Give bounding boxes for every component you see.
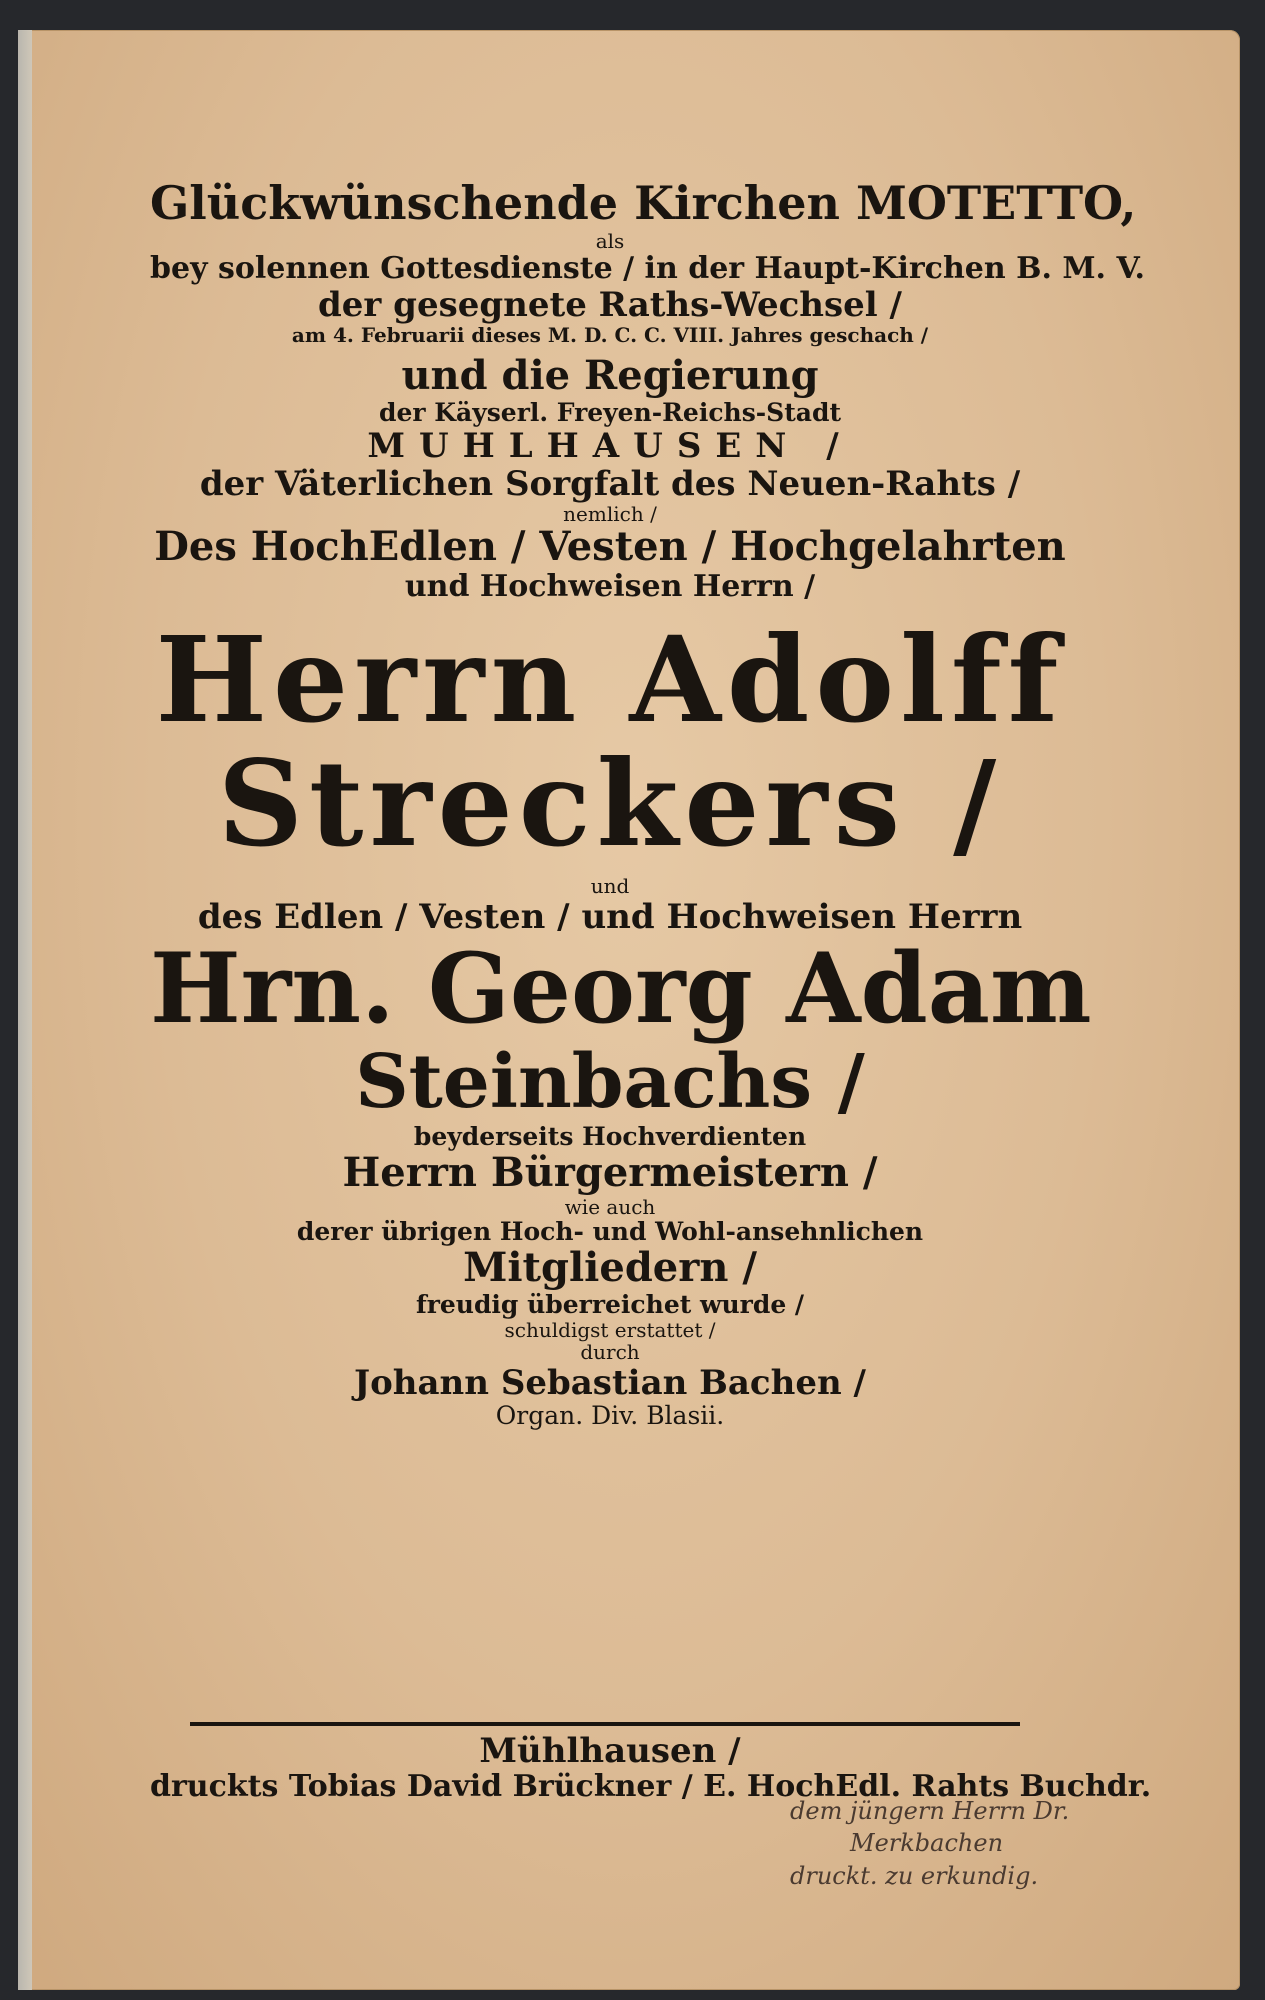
- title-line-date: am 4. Februarii dieses M. D. C. C. VIII. Jahres geschach /: [291, 322, 929, 347]
- title-line-raths-wechsel: der gesegnete Raths-Wechsel /: [318, 284, 902, 325]
- title-line-regierung: und die Regierung: [401, 351, 819, 399]
- title-line-hochweisen: und Hochweisen Herrn /: [404, 569, 816, 605]
- title-line-mitgliedern: Mitgliedern /: [463, 1244, 757, 1292]
- title-line-sorgfalt: der Väterlichen Sorgfalt des Neuen-Rahts /: [199, 463, 1021, 504]
- imprint-place: Mühlhausen /: [479, 1731, 741, 1771]
- title-line-freudig: freudig überreichet wurde /: [415, 1289, 805, 1319]
- handwritten-line: Merkbachen: [850, 1829, 1004, 1858]
- title-line-derer: derer übrigen Hoch- und Wohl-ansehnlichen: [296, 1217, 924, 1247]
- title-line-buergermeistern: Herrn Bürgermeistern /: [342, 1148, 878, 1196]
- composer-position: Organ. Div. Blasii.: [495, 1400, 725, 1430]
- composer-name: Johann Sebastian Bachen /: [354, 1362, 866, 1403]
- title-page-text: [150, 150, 1145, 1430]
- title-line-wie-auch: wie auch: [564, 1194, 656, 1219]
- imprint-printer: druckts Tobias David Brückner / E. HochEdl. Rahts Buchdr.: [150, 1769, 1152, 1805]
- title-line-city: MUHLHAUSEN /: [367, 425, 853, 466]
- binding-edge: [18, 30, 32, 1990]
- title-line-schuldigst: schuldigst erstattet /: [504, 1317, 716, 1342]
- honoree-name-1: Herrn Adolff: [155, 609, 1065, 749]
- handwritten-line: druckt. zu erkundig.: [790, 1861, 1039, 1890]
- title-line-edlen: des Edlen / Vesten / und Hochweisen Herrn: [197, 896, 1023, 937]
- honoree-surname-2: Steinbachs /: [355, 1038, 865, 1125]
- motet-title: Glückwünschende Kirchen MOTETTO,: [150, 176, 1137, 230]
- title-line-beyderseits: beyderseits Hochverdienten: [413, 1121, 807, 1151]
- handwritten-line: dem jüngern Herrn Dr.: [790, 1797, 1070, 1825]
- title-line-service: bey solennen Gottesdienste / in der Haupt-Kirchen B. M. V.: [150, 250, 1145, 286]
- title-line-als: als: [595, 228, 625, 253]
- title-line-nemlich: nemlich /: [563, 501, 657, 526]
- title-line-durch: durch: [580, 1340, 640, 1365]
- honoree-name-2: Hrn. Georg Adam: [150, 931, 1092, 1045]
- title-line-reichsstadt: der Käyserl. Freyen-Reichs-Stadt: [379, 397, 841, 427]
- imprint: [150, 1722, 1152, 1805]
- title-line-und: und: [590, 874, 630, 899]
- handwritten-note: [790, 1795, 1180, 1892]
- title-line-hochedlen: Des HochEdlen / Vesten / Hochgelahrten: [154, 523, 1066, 571]
- honoree-surname-1: Streckers /: [217, 733, 1003, 873]
